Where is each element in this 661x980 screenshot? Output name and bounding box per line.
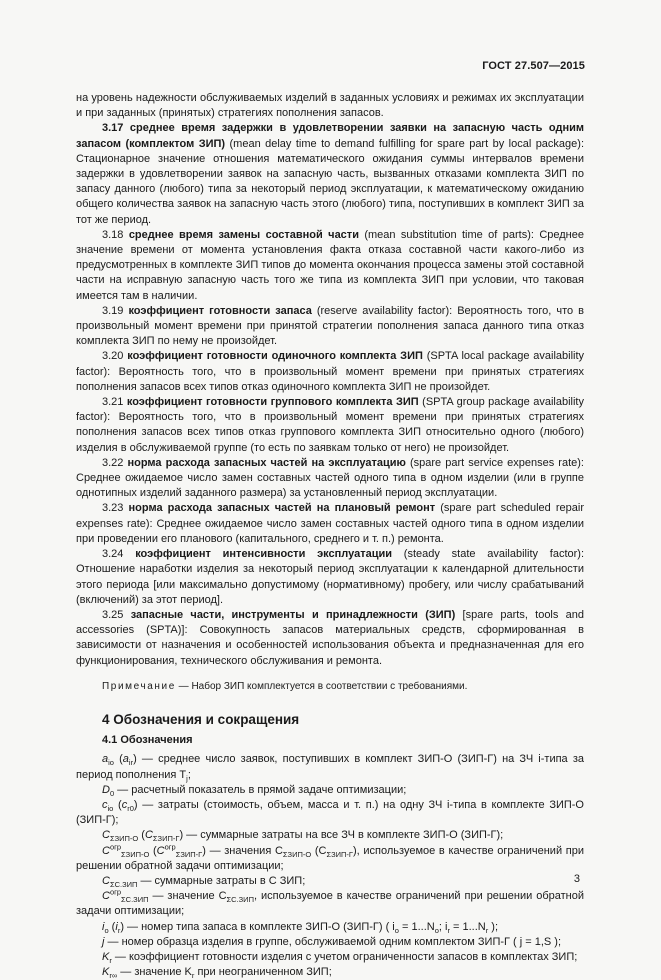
symbol-text3-sub: r <box>447 925 450 935</box>
symbol-definition <box>76 935 584 950</box>
term-text: (mean substitution time of parts): Среднее значение времени от момента установления факта отказа составной части какого-либо из предусмотренных в комплекте ЗИП типов до момента окончания процесса замены этой составной части на исправную запасную часть того же типа из комплекта ЗИП при условии, что таковая имеется там в наличии. <box>76 228 584 302</box>
symbol-sym: j <box>102 935 105 948</box>
term-3-17 <box>76 121 584 227</box>
symbol-text-sub: ΣЗИП-О <box>282 849 312 859</box>
term-title: среднее время замены составной части <box>128 228 359 241</box>
term-number: 3.21 <box>102 396 127 409</box>
symbol-text: — затраты (стоимость, объем, масса и т. п.) на одну ЗЧ i-типа в комплекте ЗИП-О (ЗИП-Г); <box>76 798 584 827</box>
symbol-text2-sub: o <box>434 925 439 935</box>
term-3-23 <box>76 501 584 547</box>
term-number: 3.22 <box>102 456 128 469</box>
symbol-sub: ΣС.ЗИП <box>121 895 149 905</box>
term-3-18 <box>76 228 584 304</box>
term-title: норма расхода запасных частей на эксплуатацию <box>127 456 406 469</box>
paragraph-intro: на уровень надежности обслуживаемых изделий в заданных условиях и режимах их эксплуатации и при заданных (принятых) стратегиях пополнения запасов. <box>76 92 584 120</box>
term-title: коэффициент интенсивности эксплуатации <box>135 548 393 561</box>
symbol-alt: c <box>121 798 128 811</box>
symbol-sym: c <box>102 798 108 811</box>
term-3-20 <box>76 349 584 395</box>
note-text: Набор ЗИП комплектуется в соответствии с требованиями. <box>191 680 468 692</box>
symbol-definition <box>76 828 584 843</box>
term-text: [spare parts, tools and accessories (SPTA)]: Совокупность запасов материальных средств, сформированная в зависимости от назначения и особенностей использования объекта и предназначенная для его функционирования, технического обслуживания и ремонта. <box>76 608 585 667</box>
symbol-alt-sup: огр <box>164 841 176 851</box>
symbol-text: — среднее число заявок, поступивших в комплект ЗИП-О (ЗИП-Г) на ЗЧ i-типа за период пополнения T <box>76 753 584 781</box>
term-text: (mean delay time to demand fulfilling for spare part by local package): Стационарное значение отношения математического ожидания суммы интервалов времени задержки в удовлетворении заявок на запасную часть, вызванных отказами комплекта ЗИП по запасу данного (любого) типа за некоторый период эксплуатации, к математическому ожиданию общего количества заявок на запасную часть этого (любого) типа, поступивших в комплект ЗИП за тот же период. <box>76 137 585 226</box>
term-3-19 <box>76 304 584 350</box>
symbol-text: — значение C <box>148 890 227 903</box>
paren: ) <box>120 920 124 933</box>
symbol-text3: ; i <box>438 920 448 933</box>
symbol-sub: ΣЗИП-О <box>109 834 139 844</box>
symbol-definition <box>76 920 584 935</box>
symbol-end: ; <box>187 768 191 781</box>
symbol-text: — номер образца изделия в группе, обслуживаемой одним комплектом ЗИП-Г ( j = 1,S ); <box>104 935 562 948</box>
symbol-text5: ); <box>488 920 499 933</box>
symbol-sym: K <box>102 950 110 963</box>
term-text: (steady state availability factor): Отношение наработки изделия за некоторый период эксплуатации к календарной длительности этого периода [или максимально допустимому (нормативному) пробегу, или числу срабатываний (включений) за этот период]. <box>76 548 585 606</box>
term-text: (reserve availability factor): Вероятность того, что в произвольный момент времени при принятой стратегии пополнения запаса данного типа отказ комплекта ЗИП по нему не произойдет. <box>76 304 584 348</box>
symbol-alt-sub: ir <box>128 758 134 768</box>
term-title: коэффициент готовности одиночного комплекта ЗИП <box>127 350 423 363</box>
symbol-sym: K <box>102 966 110 979</box>
symbol-alt: i <box>115 920 118 933</box>
symbol-sym: D <box>102 783 110 796</box>
symbol-sub: r <box>109 956 112 966</box>
symbol-alt-sub: ΣЗИП-Г <box>152 834 180 844</box>
symbol-sym: C <box>102 844 110 857</box>
symbol-definition <box>76 783 584 798</box>
paren: ) <box>133 753 137 766</box>
symbol-text2: , используемое в качестве ограничений при решении обратной задачи оптимизации; <box>76 890 584 918</box>
term-number: 3.24 <box>102 548 136 561</box>
term-3-22 <box>76 456 584 502</box>
symbol-definition <box>76 752 584 782</box>
symbol-sub: o <box>104 925 109 935</box>
symbol-sym: C <box>102 829 110 842</box>
symbol-text: — суммарные затраты в С ЗИП; <box>137 874 306 887</box>
note-dash: — <box>175 680 192 692</box>
symbol-definition <box>76 874 584 889</box>
symbol-sub: r∞ <box>109 971 118 980</box>
symbol-text: — расчетный показатель в прямой задаче оптимизации; <box>114 783 407 796</box>
term-title: коэффициент готовности группового комплекта ЗИП <box>126 396 419 409</box>
note <box>76 679 584 694</box>
symbol-text3: ), используемое в качестве ограничений при решении обратной задачи оптимизации; <box>76 844 584 872</box>
symbol-text: — коэффициент готовности изделия с учетом ограниченности запасов в комплектах ЗИП; <box>111 950 578 963</box>
symbol-text: — номер типа запаса в комплекте ЗИП-О (ЗИП-Г) ( i <box>123 920 395 933</box>
symbol-text: — значения C <box>205 844 283 857</box>
subsection-title: 4.1 Обозначения <box>102 734 193 747</box>
symbol-text: — суммарные затраты на все ЗЧ в комплекте ЗИП-О (ЗИП-Г); <box>183 829 504 842</box>
symbol-sub: io <box>107 804 114 814</box>
paren: ( <box>108 920 116 933</box>
symbol-alt: a <box>122 753 129 766</box>
symbol-definition <box>76 889 584 919</box>
symbol-sub: ΣС.ЗИП <box>109 880 138 890</box>
symbol-text-sub: r <box>191 971 195 980</box>
term-title: коэффициент готовности запаса <box>128 304 312 317</box>
symbols-list <box>76 752 584 980</box>
document-body <box>76 91 584 980</box>
symbol-sym: i <box>102 920 105 933</box>
symbol-definition <box>76 965 584 980</box>
paren: ( <box>113 798 122 811</box>
symbol-definition <box>76 841 584 874</box>
section-title: 4 Обозначения и сокращения <box>102 711 300 727</box>
symbol-text-sub: o <box>394 925 399 935</box>
term-3-21 <box>76 395 584 456</box>
page-number: 3 <box>573 873 580 885</box>
symbol-alt-sub: r <box>117 925 121 935</box>
paren: ) <box>179 829 184 842</box>
term-number: 3.20 <box>102 350 128 363</box>
term-number: 3.18 <box>102 228 129 241</box>
symbol-text2: = 1...N <box>398 920 435 933</box>
symbol-definition <box>76 798 584 828</box>
symbol-sup: огр <box>109 887 122 897</box>
symbol-alt: C <box>144 829 153 842</box>
term-text: (SPTA local package availability factor): Вероятность того, что в произвольный момент времени при принятых стратегиях пополнения запасов всех типов отказ одиночного комплекта ЗИП не произойдет. <box>76 350 585 393</box>
term-title: 3.17 среднее время задержки в удовлетворении заявки на запасную часть одним запасом (комплектом ЗИП) <box>76 122 584 150</box>
paren: ( <box>138 829 145 842</box>
symbol-text-sub: ΣС.ЗИП <box>226 895 254 905</box>
term-number: 3.25 <box>102 608 131 621</box>
paren: ( <box>113 753 123 766</box>
term-number: 3.19 <box>102 304 129 317</box>
term-text: (spare part scheduled repair expenses rate): Среднее ожидаемое число замен составных частей одного типа в одном изделии при проведении его планового (капитального, среднего и т. п.) ремонта. <box>76 502 584 545</box>
symbol-text2: (C <box>311 844 327 857</box>
symbol-text2: при неограниченном ЗИП; <box>194 966 332 979</box>
term-text: (spare part service expenses rate): Среднее ожидаемое число замен составных частей одного типа в одном изделии (или в группе однотипных изделий заданного размера) за установленный период эксплуатации. <box>76 456 584 500</box>
symbol-alt: C <box>156 844 165 857</box>
term-title: норма расхода запасных частей на плановый ремонт <box>128 502 436 515</box>
symbol-tail-sub: j <box>186 773 188 783</box>
term-text: (SPTA group package availability factor): Вероятность того, что в произвольный момент времени при принятых стратегиях пополнения запасов всех типов отказ группового комплекта ЗИП относительно одного (любого) изделия в обслуживаемой группе (то есть по заявкам только от него) не произойдет. <box>76 396 584 454</box>
term-3-25 <box>76 608 584 669</box>
paren: ) <box>133 798 138 811</box>
term-number: 3.23 <box>102 502 129 515</box>
symbol-text: — значение K <box>117 966 192 979</box>
symbol-sub: io <box>108 758 114 768</box>
symbol-sub: ΣЗИП-О <box>121 849 150 859</box>
symbol-sup: огр <box>109 841 122 851</box>
symbol-definition <box>76 950 584 965</box>
document-header: ГОСТ 27.507—2015 <box>482 60 585 72</box>
paren: ( <box>149 844 157 857</box>
symbol-text4: = 1...N <box>449 920 486 933</box>
term-3-24 <box>76 547 584 608</box>
term-title: запасные части, инструменты и принадлежности (ЗИП) <box>130 608 456 621</box>
symbol-text2-sub: ΣЗИП-Г <box>326 849 353 859</box>
symbol-alt-sub: r0 <box>127 804 134 814</box>
symbol-alt-sub: ΣЗИП-Г <box>175 849 203 859</box>
symbol-sym: a <box>102 753 109 766</box>
symbol-sym: C <box>102 890 110 903</box>
paren: ) <box>202 844 206 857</box>
symbol-text4-sub: r <box>485 925 489 935</box>
note-label: Примечание <box>102 680 176 692</box>
symbol-sub: 0 <box>109 788 115 798</box>
symbol-sym: C <box>102 874 110 887</box>
